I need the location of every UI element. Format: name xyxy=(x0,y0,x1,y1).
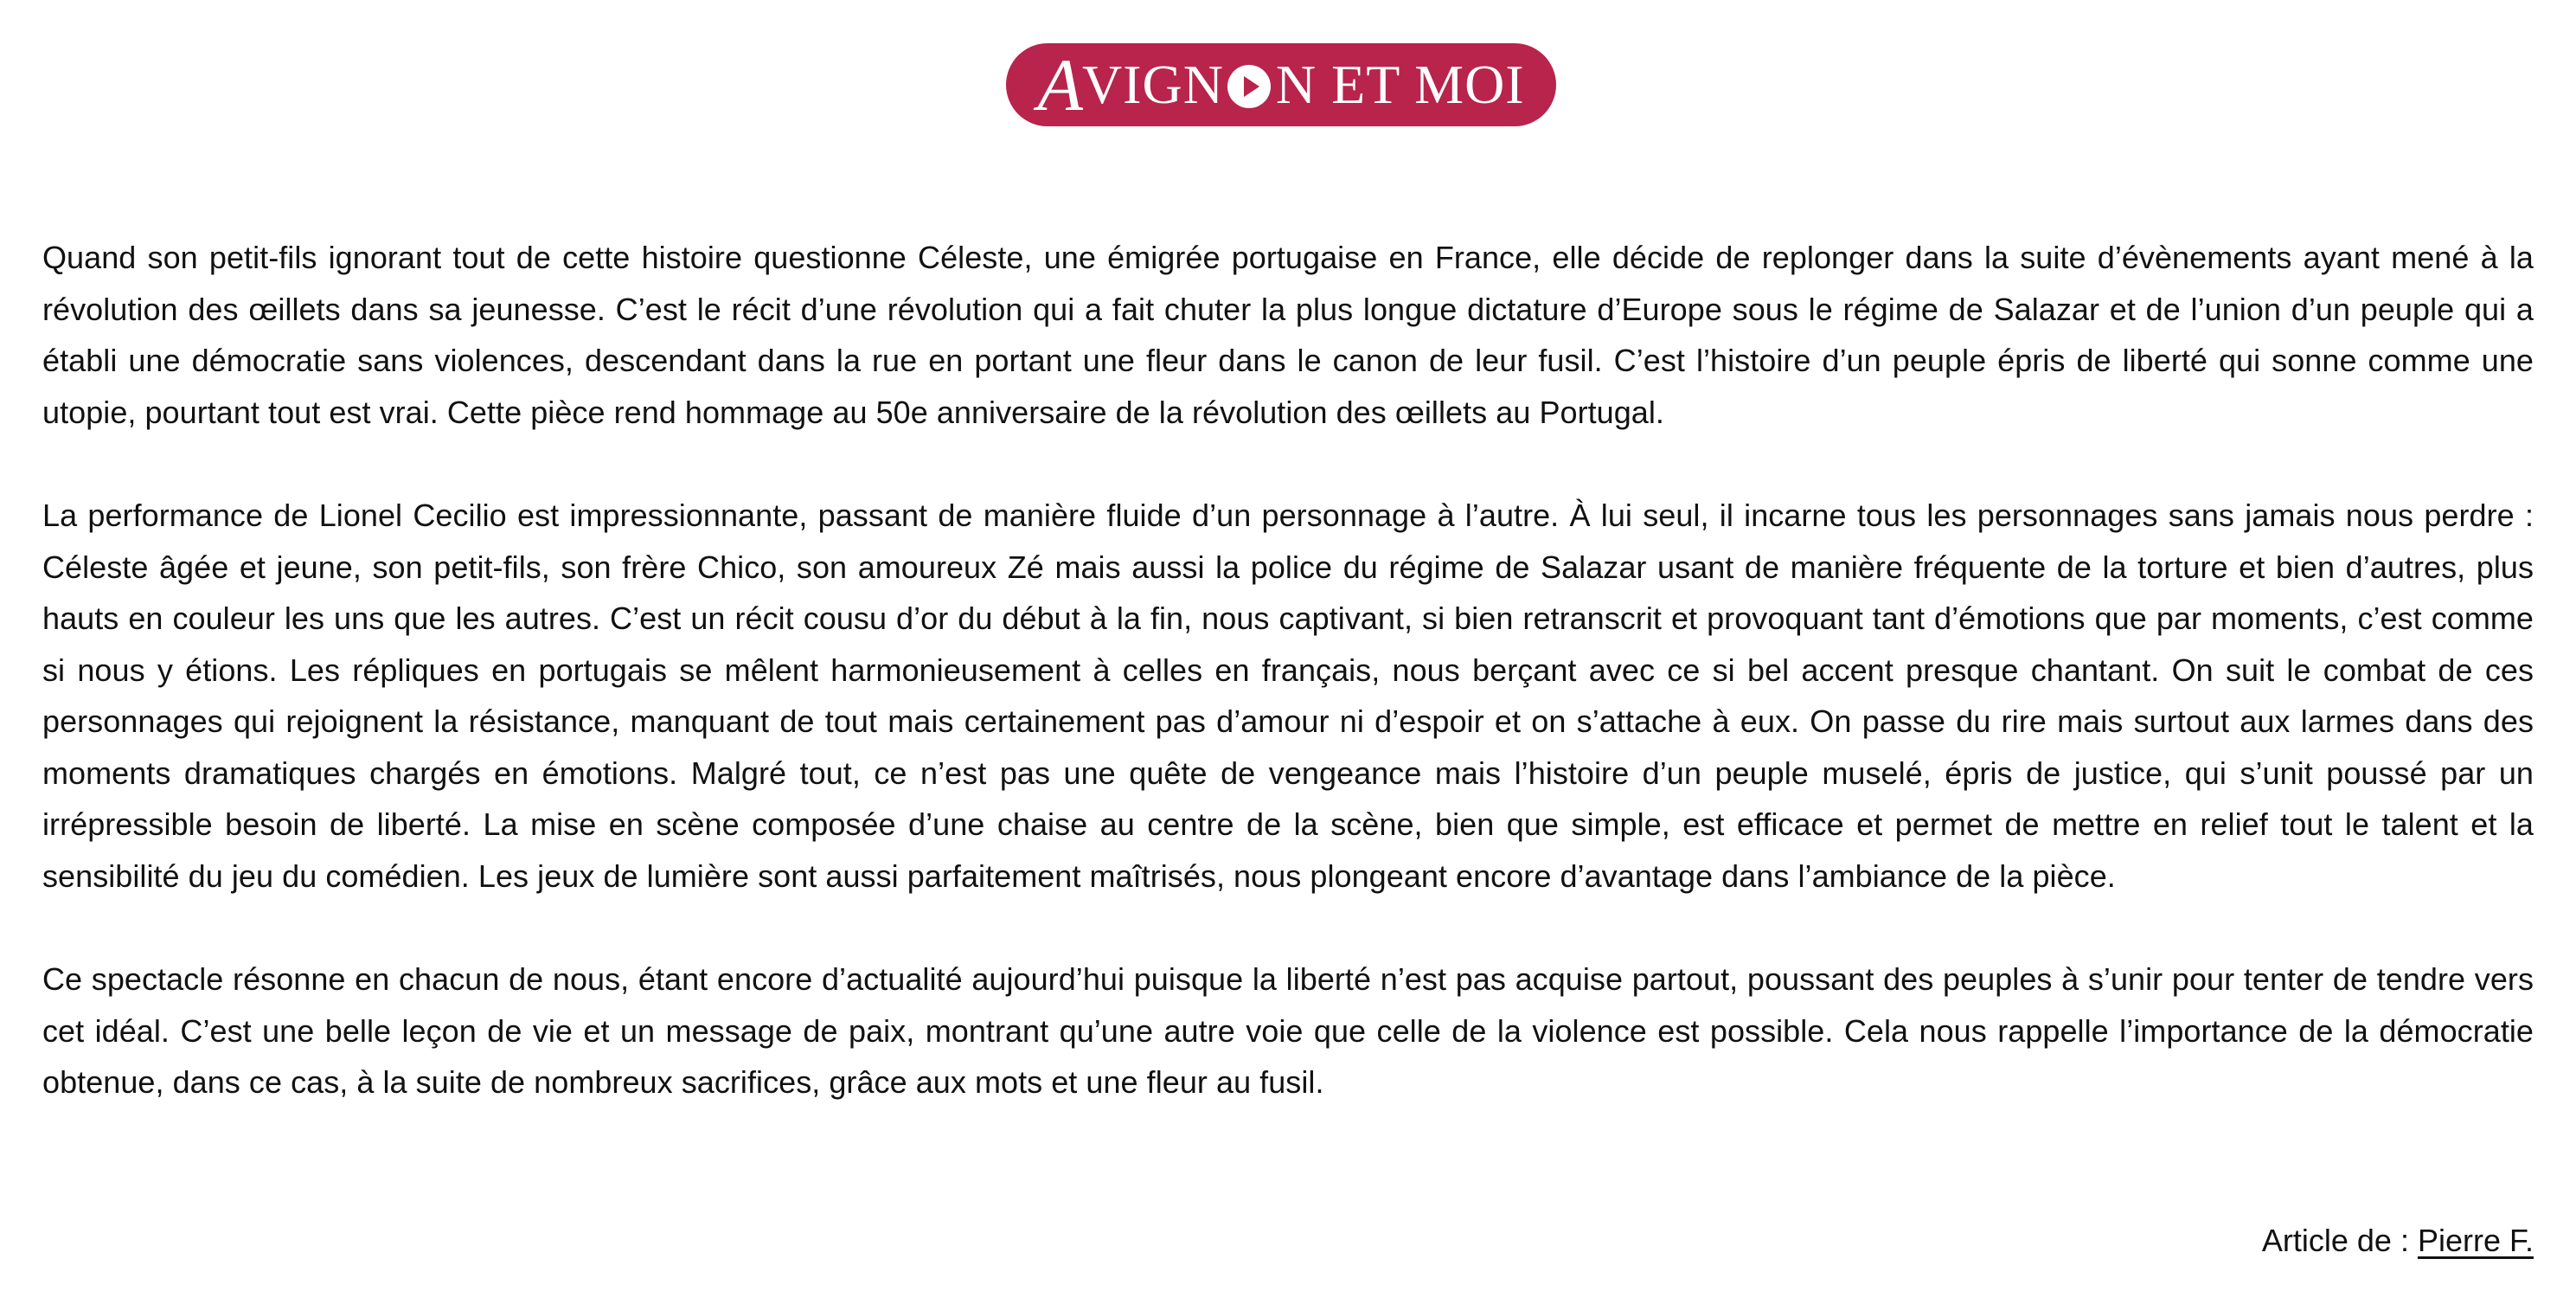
article-byline xyxy=(2262,1215,2534,1266)
logo-text-part2: N ET MOI xyxy=(1275,54,1525,115)
article-paragraph-3: Ce spectacle résonne en chacun de nous, étant encore d’actualité aujourd’hui puisque la liberté n’est pas acquise partout, poussant des peuples à s’unir pour tenter de tendre vers cet idéal. C’est une belle leçon de vie et un message de paix, montrant qu’une autre voie que celle de la violence est possible. Cela nous rappelle l’importance de la démocratie obtenue, dans ce cas, à la suite de nombreux sacrifices, grâce aux mots et une fleur au fusil. xyxy=(42,961,2534,1100)
logo-wordmark xyxy=(1037,43,1525,126)
byline-prefix: Article de : xyxy=(2261,1223,2418,1258)
article-paragraph-1: Quand son petit-fils ignorant tout de cette histoire questionne Céleste, une émigrée portugaise en France, elle décide de replonger dans la suite d’évènements ayant mené à la révolution des œillets dans sa jeunesse. C’est le récit d’une révolution qui a fait chuter la plus longue dictature d’Europe sous le régime de Salazar et de l’union d’un peuple qui a établi une démocratie sans violences, descendant dans la rue en portant une fleur dans le canon de leur fusil. C’est l’histoire d’un peuple épris de liberté qui sonne comme une utopie, pourtant tout est vrai. Cette pièce rend hommage au 50e anniversaire de la révolution des œillets au Portugal. xyxy=(42,240,2534,430)
logo-text-part1: VIGN xyxy=(1081,54,1224,115)
play-circle-icon xyxy=(1226,63,1272,110)
author-link[interactable]: Pierre F. xyxy=(2417,1223,2534,1258)
site-logo[interactable] xyxy=(1006,43,1556,126)
logo-letter-a: A xyxy=(1037,43,1084,126)
article-paragraph-2: La performance de Lionel Cecilio est impressionnante, passant de manière fluide d’un personnage à l’autre. À lui seul, il incarne tous les personnages sans jamais nous perdre : Céleste âgée et jeune, son petit-fils, son frère Chico, son amoureux Zé mais aussi la police du régime de Salazar usant de manière fréquente de la torture et bien d’autres, plus hauts en couleur les uns que les autres. C’est un récit cousu d’or du début à la fin, nous captivant, si bien retranscrit et provoquant tant d’émotions que par moments, c’est comme si nous y étions. Les répliques en portugais se mêlent harmonieusement à celles en français, nous berçant avec ce si bel accent presque chantant. On suit le combat de ces personnages qui rejoignent la résistance, manquant de tout mais certainement pas d’amour ni d’espoir et on s’attache à eux. On passe du rire mais surtout aux larmes dans des moments dramatiques chargés en émotions. Malgré tout, ce n’est pas une quête de vengeance mais l’histoire d’un peuple muselé, épris de justice, qui s’unit poussé par un irrépressible besoin de liberté. La mise en scène composée d’une chaise au centre de la scène, bien que simple, est efficace et permet de mettre en relief tout le talent et la sensibilité du jeu du comédien. Les jeux de lumière sont aussi parfaitement maîtrisés, nous plongeant encore d’avantage dans l’ambiance de la pièce. xyxy=(42,498,2534,894)
article-body xyxy=(42,232,2534,1160)
